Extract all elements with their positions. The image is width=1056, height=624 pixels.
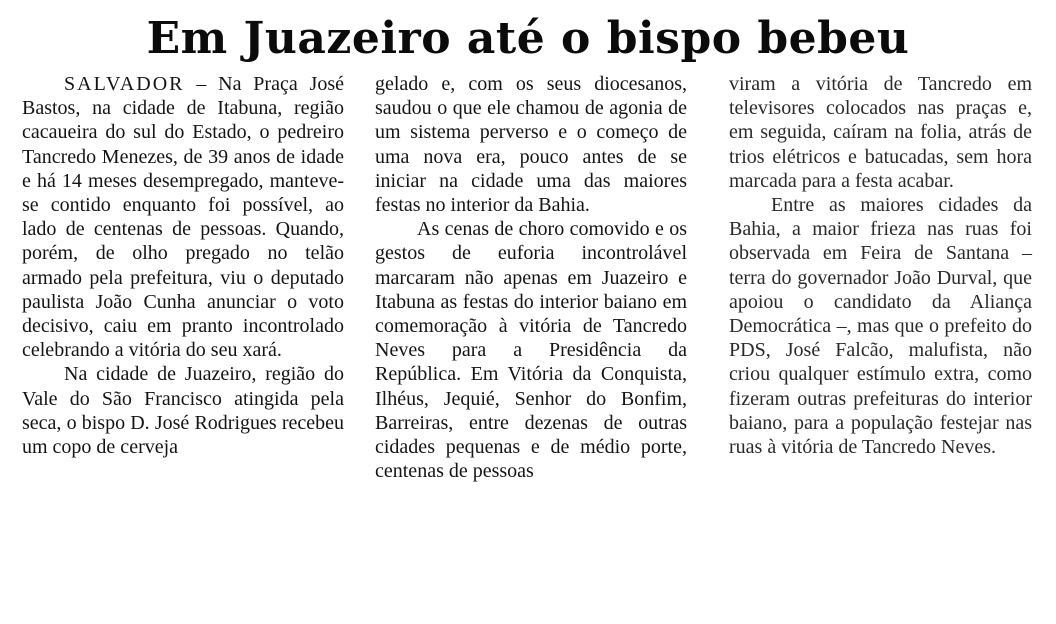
paragraph-1 [22,72,344,362]
dateline: SALVADOR [64,73,185,95]
paragraph-4: Entre as maiores cidades da Bahia, a maior frieza nas ruas foi observada em Feira de Santana – terra do governador João Durval, que apoiou o candidato da Aliança Democrática –, mas que o prefeito do PDS, José Falcão, malufista, não criou qualquer estímulo extra, como fizeram outras prefeituras do interior baiano, para a população festejar nas ruas à vitória de Tancredo Neves. [729,194,1032,459]
article-column-1 [22,72,344,459]
paragraph-continued-2: viram a vitória de Tancredo em televisores colocados nas praças e, em seguida, caíram na folia, atrás de trios elétricos e batucadas, sem hora marcada para a festa acabar. [729,73,1032,192]
headline: Em Juazeiro até o bispo bebeu [146,13,910,64]
paragraph-1-text: – Na Praça José Bastos, na cidade de Itabuna, região cacaueira do sul do Estado, o pedreiro Tancredo Menezes, de 39 anos de idade e há 14 meses desempregado, manteve-se contido enquanto foi possível, ao lado de centenas de pessoas. Quando, porém, de olho pregado no telão armado pela prefeitura, viu o deputado paulista João Cunha anunciar o voto decisivo, caiu em pranto incontrolado celebrando a vitória do seu xará. [22,73,344,362]
article-column-2 [375,72,687,483]
paragraph-2: Na cidade de Juazeiro, região do Vale do São Francisco atingida pela seca, o bispo D. José Rodrigues recebeu um copo de cerveja [22,363,344,459]
paragraph-3: As cenas de choro comovido e os gestos de euforia incontrolável marcaram não apenas em Juazeiro e Itabuna as festas do interior baiano em comemoração à vitória de Tancredo Neves para a Presidência da República. Em Vitória da Conquista, Ilhéus, Jequié, Senhor do Bonfim, Barreiras, entre dezenas de outras cidades pequenas e de médio porte, centenas de pessoas [375,218,687,483]
article-column-3 [729,72,1032,459]
paragraph-continued: gelado e, com os seus diocesanos, saudou o que ele chamou de agonia de um sistema perverso e o começo de uma nova era, pouco antes de se iniciar na cidade uma das maiores festas no interior da Bahia. [375,73,687,217]
